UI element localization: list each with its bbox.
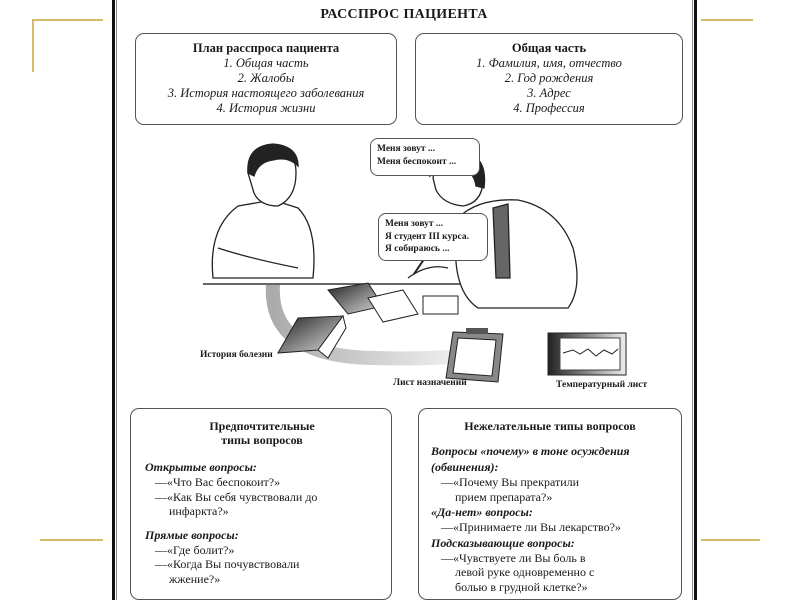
temperature-sheet-icon <box>548 333 626 375</box>
page-title: РАССПРОС ПАЦИЕНТА <box>320 7 488 22</box>
question-item-continuation: болью в грудной клетке?» <box>455 579 588 594</box>
document-page <box>118 0 690 600</box>
question-item: —«Как Вы себя чувствовали до <box>155 489 318 504</box>
question-item-continuation: прием препарата?» <box>455 489 553 504</box>
patient-figure <box>212 144 314 278</box>
prescription-clipboard-icon <box>446 328 503 382</box>
preferred-questions-box <box>130 408 392 600</box>
student-speech-bubble <box>378 213 488 261</box>
student-bubble-line: Я студент III курса. <box>385 231 469 242</box>
general-part-box <box>415 33 683 125</box>
yes-no-questions-label: «Да-нет» вопросы: <box>431 505 533 519</box>
direct-questions-label: Прямые вопросы: <box>145 527 239 542</box>
frame-right-outer <box>694 0 697 600</box>
decor-line-top-right-h <box>701 19 753 21</box>
question-item-continuation: жжение?» <box>169 571 221 586</box>
why-questions-label: Вопросы «почему» в тоне осуждения <box>431 444 630 458</box>
general-item: 1. Фамилия, имя, отчество <box>476 56 622 70</box>
general-item: 3. Адрес <box>527 86 571 100</box>
consultation-illustration <box>178 128 648 400</box>
question-item: —«Принимаете ли Вы лекарство?» <box>441 520 621 534</box>
why-questions-label-cont: (обвинения): <box>431 460 499 474</box>
caption-prescriptions: Лист назначений <box>393 378 467 388</box>
question-item: —«Когда Вы почувствовали <box>155 557 300 571</box>
question-item-continuation: инфаркта?» <box>169 504 229 518</box>
question-item: —«Чувствуете ли Вы боль в <box>441 550 586 565</box>
undesired-heading: Нежелательные типы вопросов <box>464 419 636 433</box>
student-bubble-line: Я собираюсь ... <box>385 244 450 254</box>
plan-box <box>135 33 397 125</box>
general-heading: Общая часть <box>511 41 587 55</box>
question-item-continuation: левой руке одновременно с <box>455 565 595 579</box>
caption-temperature: Температурный лист <box>556 380 648 390</box>
general-item: 2. Год рождения <box>504 71 594 85</box>
general-item: 4. Профессия <box>513 101 585 115</box>
student-bubble-line: Меня зовут ... <box>385 219 444 229</box>
frame-left-outer <box>112 0 115 600</box>
plan-item: 1. Общая часть <box>223 56 309 70</box>
chart-sheet-small <box>423 296 458 314</box>
decor-line-top-left-h <box>33 19 103 21</box>
frame-left-inner <box>116 0 117 600</box>
preferred-heading-line2: типы вопросов <box>221 433 303 447</box>
question-item: —«Где болит?» <box>155 542 235 557</box>
frame-right-inner <box>692 0 693 600</box>
leading-questions-label: Подсказывающие вопросы: <box>431 535 575 550</box>
question-item: —«Что Вас беспокоит?» <box>155 475 281 489</box>
decor-line-bottom-left-h <box>40 539 103 541</box>
plan-heading: План расспроса пациента <box>192 41 340 55</box>
decor-line-top-left-v <box>32 19 34 72</box>
patient-bubble-line: Меня беспокоит ... <box>377 156 457 167</box>
caption-history: История болезни <box>200 350 273 360</box>
plan-item: 2. Жалобы <box>237 71 295 85</box>
plan-item: 3. История настоящего заболевания <box>167 86 365 100</box>
preferred-heading-line1: Предпочтительные <box>209 419 315 433</box>
question-item: —«Почему Вы прекратили <box>441 475 580 489</box>
plan-item: 4. История жизни <box>216 101 316 115</box>
patient-bubble-line: Меня зовут ... <box>377 144 436 154</box>
patient-speech-bubble <box>370 138 480 176</box>
undesired-questions-box <box>418 408 682 600</box>
decor-line-bottom-right-h <box>701 539 760 541</box>
open-questions-label: Открытые вопросы: <box>145 460 257 474</box>
